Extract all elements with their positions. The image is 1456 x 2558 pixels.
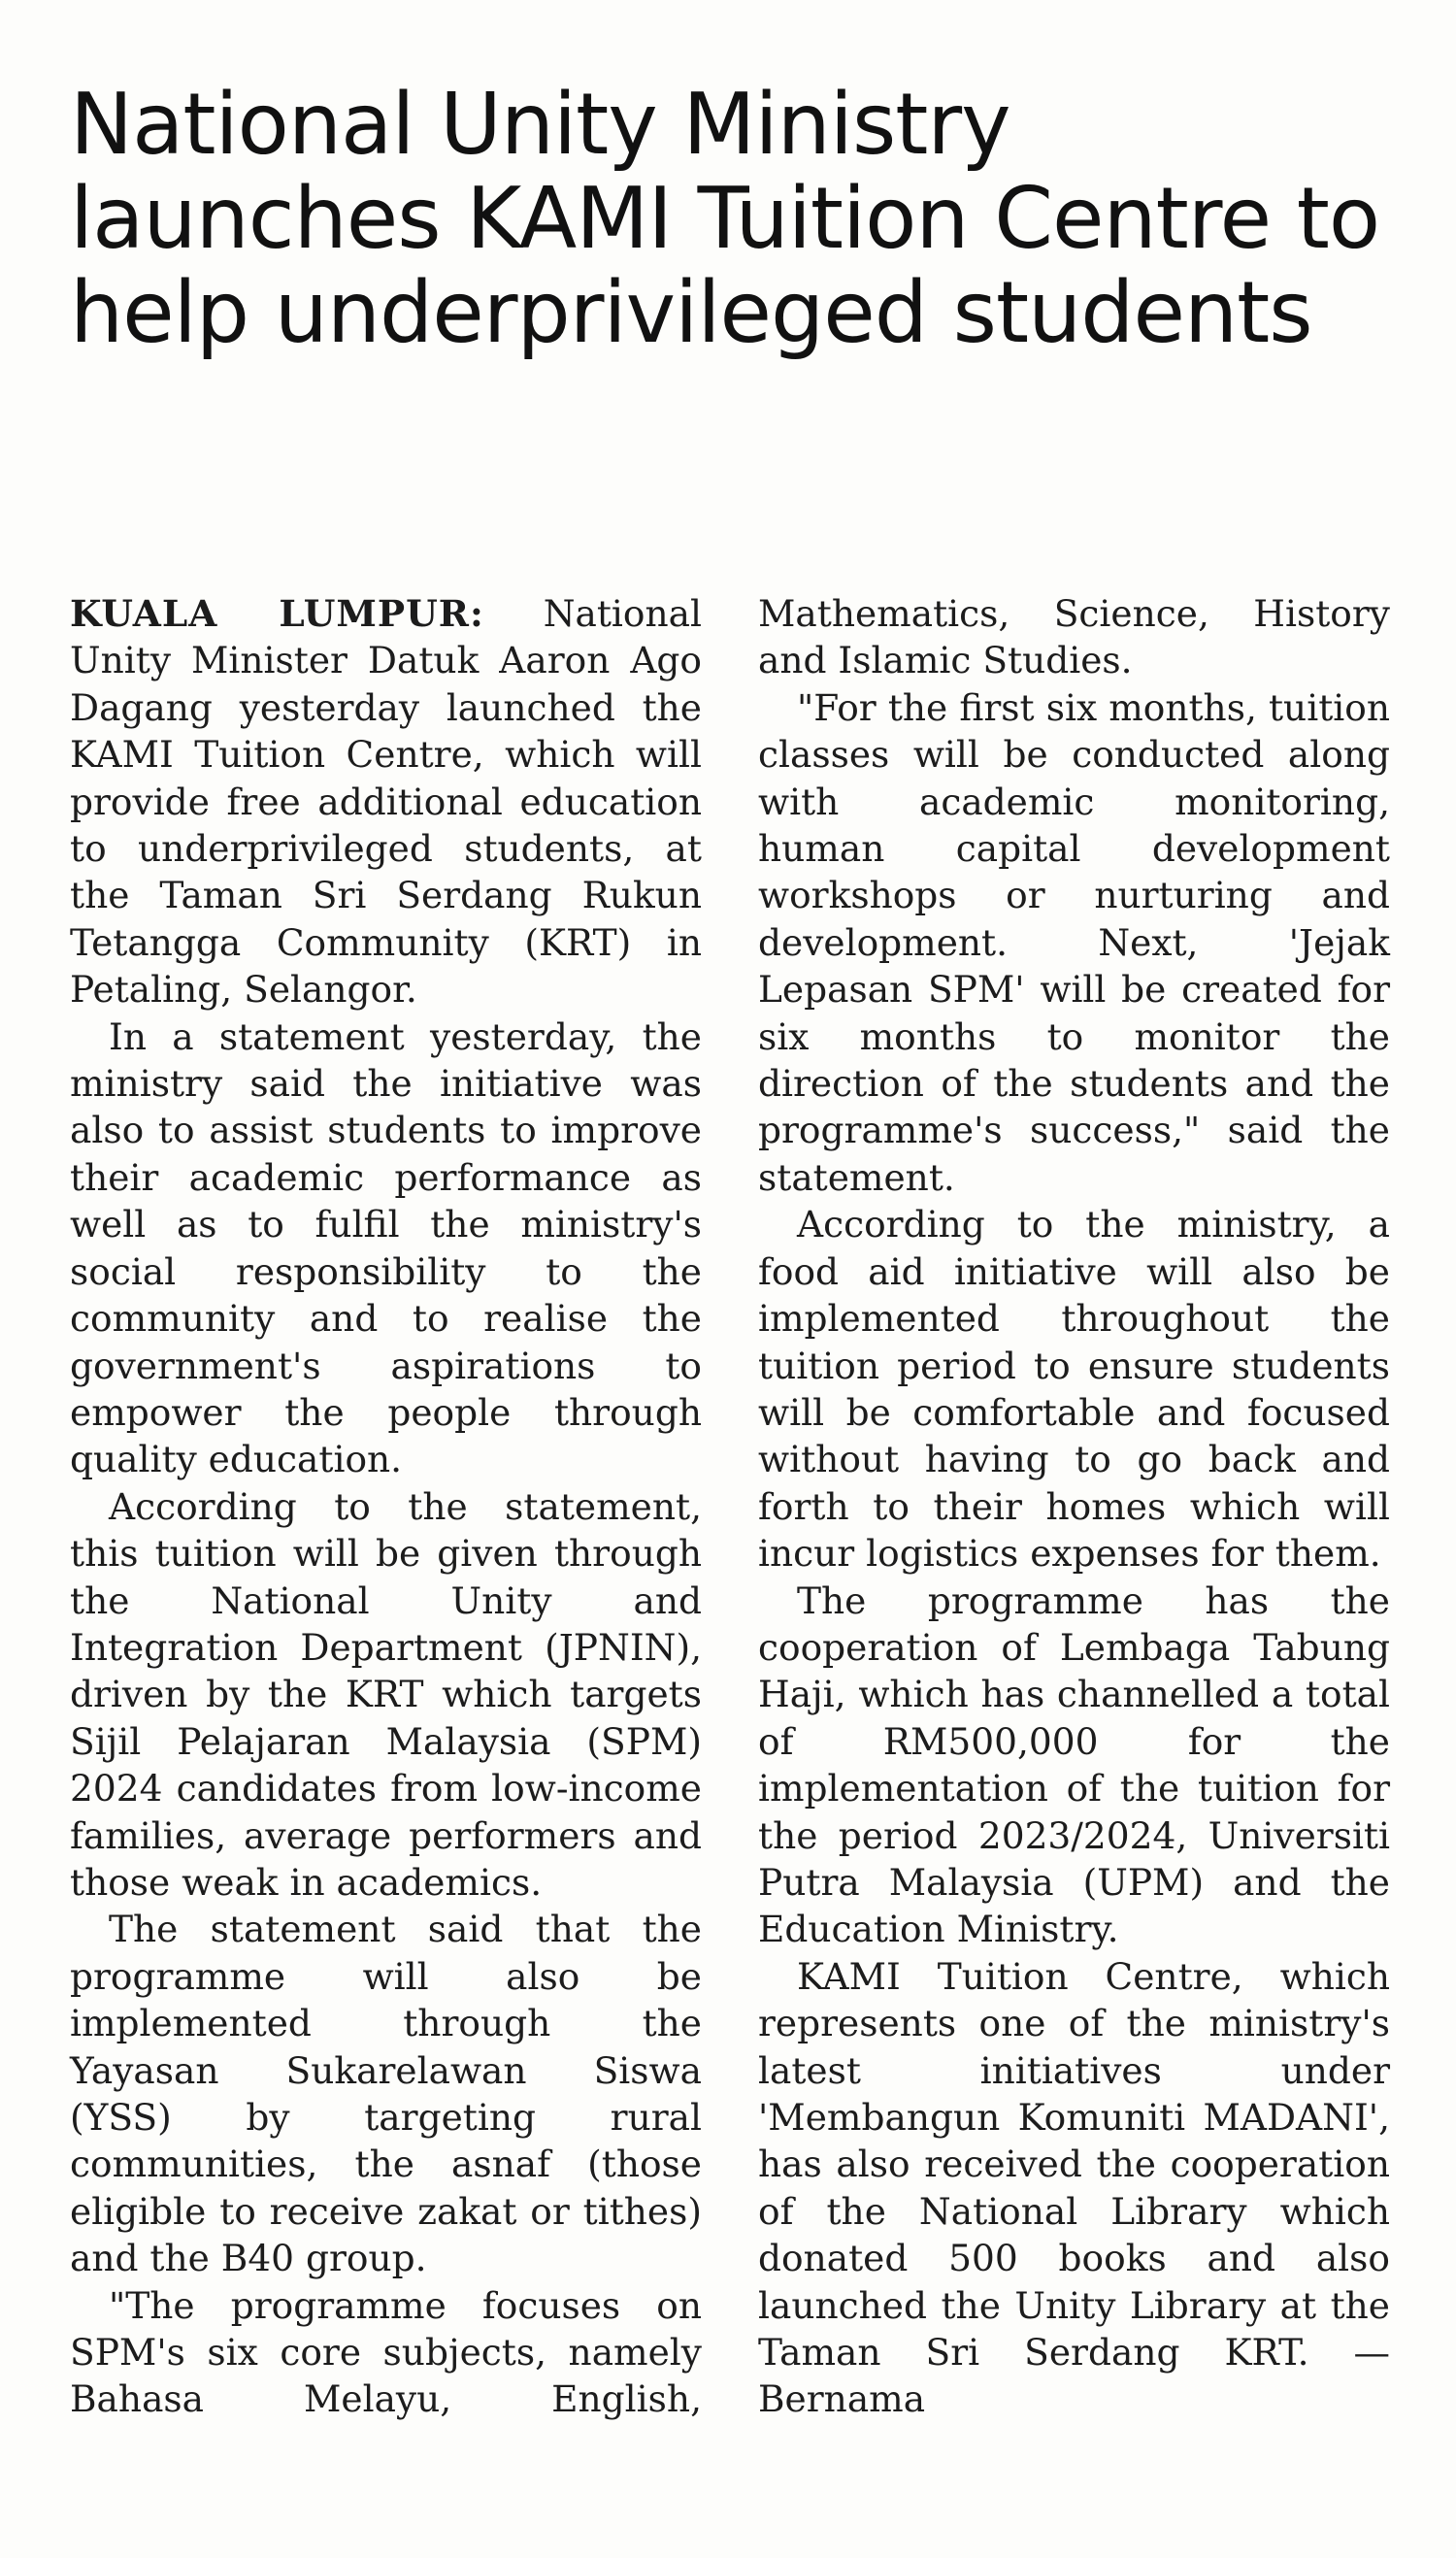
paragraph: "For the first six months, tuition classes will be conducted along with academic monitoring, human capital development workshops or nurturing and development. Next, 'Jejak Lepasan SPM' will be created for six months to monitor the direction of the students and the programme's success," said the statement. [758,685,1390,1199]
article-body [70,590,1390,2493]
paragraph: In a statement yesterday, the ministry said the initiative was also to assist students to improve their academic performance as well as to fulfil the ministry's social responsibility to the community and to realise the government's aspirations to empower the people through quality education. [70,1014,702,1481]
paragraph-lead [70,590,702,1013]
paragraph: According to the statement, this tuition will be given through the National Unity and Integration Department (JPNIN), driven by the KRT which targets Sijil Pelajaran Malaysia (SPM) 2024 candidates from low-income families, average performers and those weak in academics. [70,1484,702,1904]
paragraph-text: National Unity Minister Datuk Aaron Ago Dagang yesterday launched the KAMI Tuition Centre, which will provide free additional education to underprivileged students, at the Taman Sri Serdang Rukun Tetangga Community (KRT) in Petaling, Selangor. [70,592,702,1012]
paragraph: According to the ministry, a food aid initiative will also be implemented throughout the tuition period to ensure students will be comfortable and focused without having to go back and forth to their homes which will incur logistics expenses for them. [758,1203,1390,1576]
paragraph: The statement said that the programme will also be implemented through the Yayasan Sukarelawan Siswa (YSS) by targeting rural communities, the asnaf (those eligible to receive zakat or tithes) and the B40 group. [70,1908,702,2280]
headline: National Unity Ministry launches KAMI Tuition Centre to help underprivileged students [70,75,1380,362]
paragraph: KAMI Tuition Centre, which represents one of the ministry's latest initiatives under 'Membangun Komuniti MADANI', has also received the cooperation of the National Library which donated 500 books and also launched the Unity Library at the Taman Sri Serdang KRT. — Bernama [758,1954,1390,2421]
paragraph: "The programme focuses on SPM's six core subjects, namely Bahasa Melayu, English, Mathematics, Science, History and Islamic Studies. [70,592,1390,2421]
dateline: KUALA LUMPUR: [70,592,484,635]
paragraph: The programme has the cooperation of Lembaga Tabung Haji, which has channelled a total of RM500,000 for the implementation of the tuition for the period 2023/2024, Universiti Putra Malaysia (UPM) and the Education Ministry. [758,1578,1390,1951]
